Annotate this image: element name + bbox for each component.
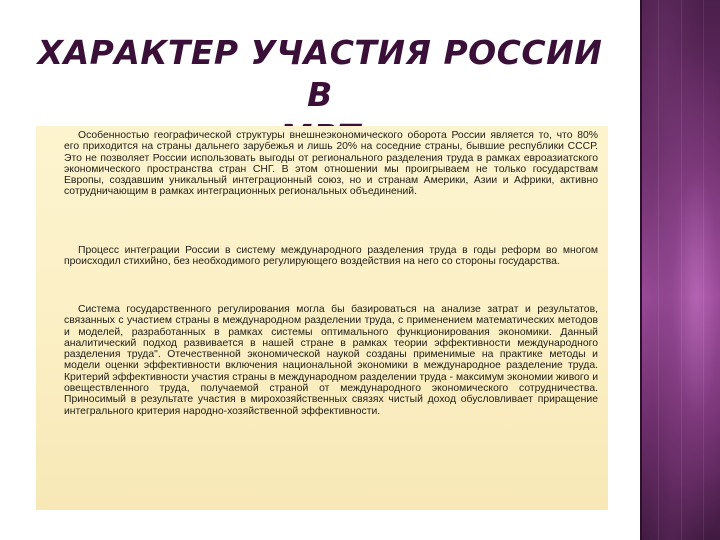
sidebar-stripe [681, 0, 682, 540]
content-box [36, 126, 608, 510]
sidebar-stripe [703, 0, 704, 540]
paragraph-state-regulation: Система государственного регулирования могла бы базироваться на анализе затрат и результатов, связанных с участием страны в международном разделении труда, с применением математических методов и моделей, разработанных в рамках системы оптимального функционирования экономики. Данный аналитический подход развивается в нашей стране в рамках теории эффективности международного разделения труда". Отечественной экономической наукой созданы применимые на практике методы и модели оценки эффективности включения национальной экономики в международное разделение труда. Критерий эффективности участия страны в международном разделении труда - максимум экономии живого и овеществленного труда, получаемой страной от международного экономического сотрудничества. Приносимый в результате участия в мирохозяйственных связях чистый доход обусловливает приращение интегрального критерия народно-хозяйственной эффективности. [64, 304, 598, 417]
paragraph-integration-process: Процесс интеграции России в систему международного разделения труда в годы реформ во многом происходил стихийно, без необходимого регулирующего воздействия на него со стороны государства. [64, 245, 598, 268]
decorative-sidebar [640, 0, 720, 540]
sidebar-divider [640, 0, 642, 540]
slide-title-line-1: ХАРАКТЕР УЧАСТИЯ РОССИИ В [37, 33, 603, 114]
sidebar-stripe [658, 0, 659, 540]
paragraph-geography-structure: Особенностью географической структуры внешнеэкономического оборота России является то, что 80% его приходится на страны дальнего зарубежья и лишь 20% на соседние страны, бывшие республики СССР. Это не позволяет России использовать выгоды от регионального разделения труда в рамках евроазиатского экономического пространства стран СНГ. В этом отношении мы проигрываем не только государствам Европы, создавшим уникальный интеграционный союз, но и странам Америки, Азии и Африки, активно сотрудничающим в рамках интеграционных региональных объединений. [64, 130, 598, 198]
